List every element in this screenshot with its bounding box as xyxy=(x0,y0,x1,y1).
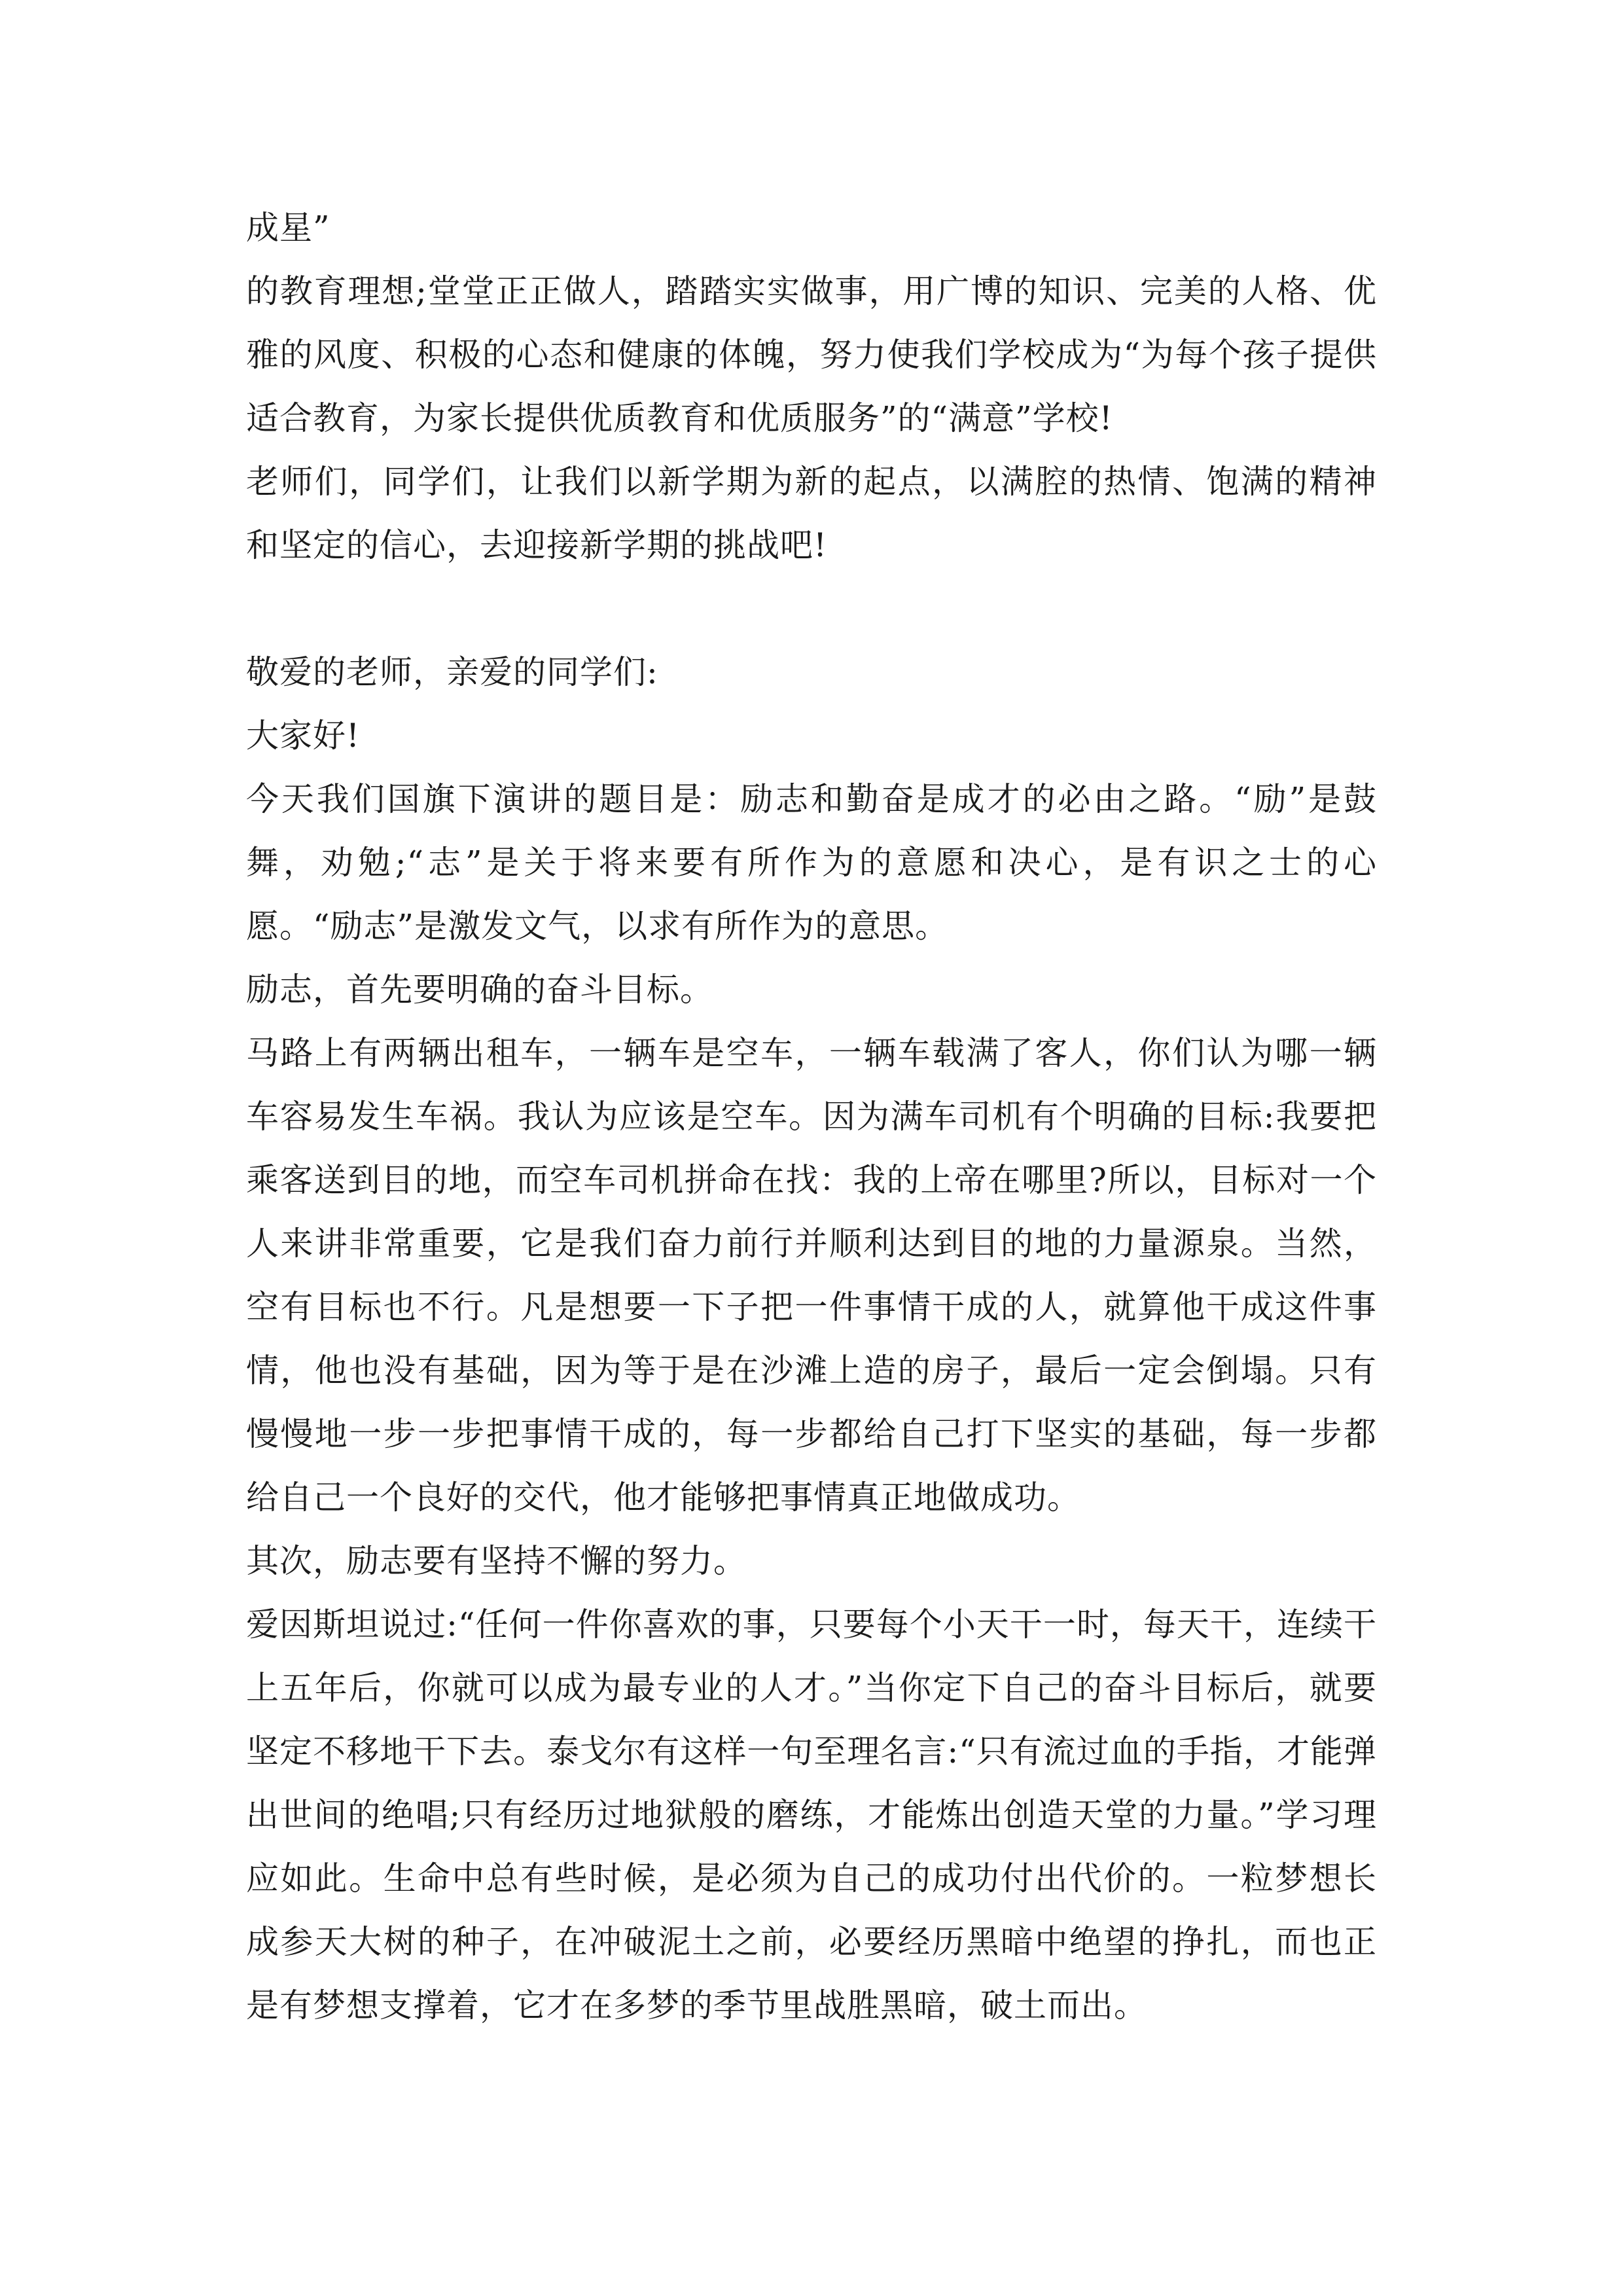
speech-topic-intro: 今天我们国旗下演讲的题目是：励志和勤奋是成才的必由之路。“励”是鼓舞，劝勉;“志”是关于将来要有所作为的意愿和决心，是有识之士的心愿。“励志”是激发文气，以求有所作为的意思。 xyxy=(246,780,1377,945)
paragraph-education-ideal: 的教育理想;堂堂正正做人，踏踏实实做事，用广博的知识、完美的人格、优雅的风度、积极的心态和健康的体魄，努力使我们学校成为“为每个孩子提供适合教育，为家长提供优质教育和优质服务”的“满意”学校! xyxy=(246,272,1377,437)
speech-salutation: 敬爱的老师，亲爱的同学们: xyxy=(246,653,658,691)
speech-point-one-heading: 励志，首先要明确的奋斗目标。 xyxy=(246,971,713,1009)
speech-point-two-heading: 其次，励志要有坚持不懈的努力。 xyxy=(246,1542,747,1580)
paragraph-gap xyxy=(246,577,1377,641)
document-body xyxy=(246,196,1377,2037)
speech-point-one-body: 马路上有两辆出租车，一辆车是空车，一辆车载满了客人，你们认为哪一辆车容易发生车祸。我认为应该是空车。因为满车司机有个明确的目标:我要把乘客送到目的地，而空车司机拼命在找：我的上帝在哪里?所以，目标对一个人来讲非常重要，它是我们奋力前行并顺利达到目的地的力量源泉。当然，空有目标也不行。凡是想要一下子把一件事情干成的人，就算他干成这件事情，他也没有基础，因为等于是在沙滩上造的房子，最后一定会倒塌。只有慢慢地一步一步把事情干成的，每一步都给自己打下坚实的基础，每一步都给自己一个良好的交代，他才能够把事情真正地做成功。 xyxy=(246,1034,1377,1516)
paragraph-closing-call: 老师们，同学们，让我们以新学期为新的起点，以满腔的热情、饱满的精神和坚定的信心，去迎接新学期的挑战吧! xyxy=(246,463,1377,564)
speech-point-two-body: 爱因斯坦说过:“任何一件你喜欢的事，只要每个小天干一时，每天干，连续干上五年后，你就可以成为最专业的人才。”当你定下自己的奋斗目标后，就要坚定不移地干下去。泰戈尔有这样一句至理名言:“只有流过血的手指，才能弹出世间的绝唱;只有经历过地狱般的磨练，才能炼出创造天堂的力量。”学习理应如此。生命中总有些时候，是必须为自己的成功付出代价的。一粒梦想长成参天大树的种子，在冲破泥土之前，必要经历黑暗中绝望的挣扎，而也正是有梦想支撑着，它才在多梦的季节里战胜黑暗，破土而出。 xyxy=(246,1605,1377,2024)
paragraph-continuation-title: 成星” xyxy=(246,209,330,247)
speech-greeting: 大家好! xyxy=(246,717,361,755)
